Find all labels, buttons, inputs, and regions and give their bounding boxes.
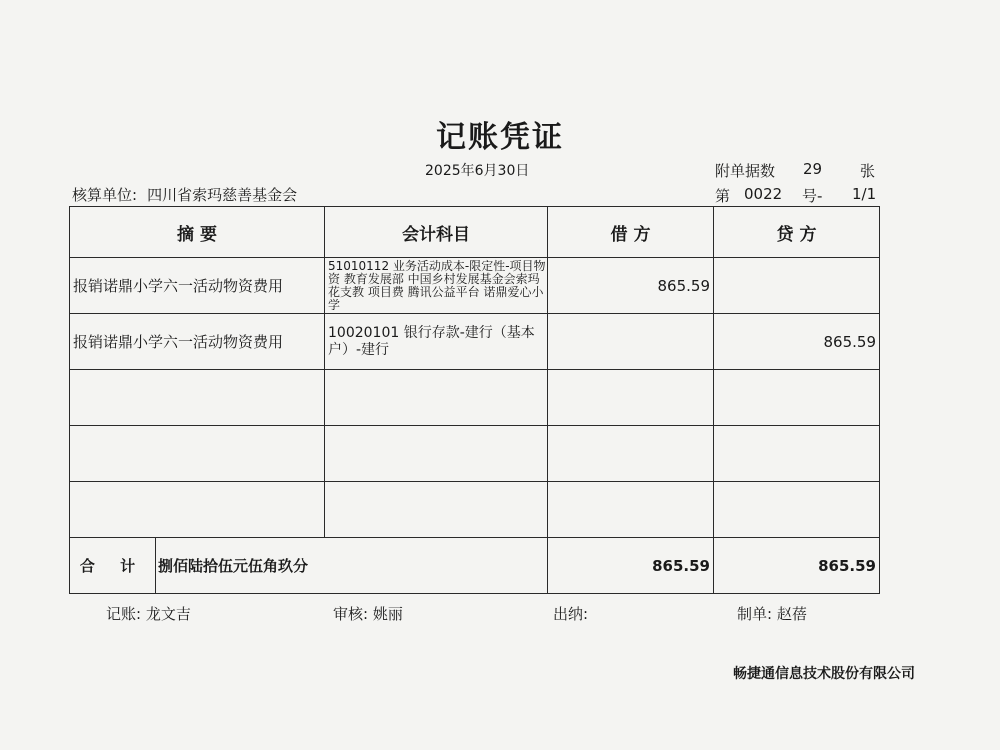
software-company: 畅捷通信息技术股份有限公司 (733, 666, 915, 682)
total-credit: 865.59 (714, 538, 880, 594)
row-credit (714, 482, 880, 538)
row-summary (70, 482, 325, 538)
total-inner (70, 538, 547, 593)
table-row (70, 258, 880, 314)
total-row (70, 538, 880, 594)
accounting-unit (72, 184, 297, 205)
row-account (325, 426, 548, 482)
row-debit: 865.59 (548, 258, 714, 314)
accounting-unit-value: 四川省索玛慈善基金会 (147, 186, 298, 204)
voucher-table (69, 206, 880, 594)
row-debit (548, 314, 714, 370)
signature-cashier: 出纳: (553, 605, 589, 623)
row-debit (548, 482, 714, 538)
row-debit (548, 426, 714, 482)
row-account: 51010112 业务活动成本-限定性-项目物资 教育发展部 中国乡村发展基金会索玛花支教 项目费 腾讯公益平台 诺鼎爱心小学 (325, 258, 548, 314)
row-account: 10020101 银行存款-建行（基本户）-建行 (325, 314, 548, 370)
voucher-date: 2025年6月30日 (425, 163, 530, 179)
attachments-count: 29 (803, 160, 823, 178)
signature-preparer: 制单: 赵蓓 (737, 605, 807, 623)
attachments-unit: 张 (860, 162, 876, 180)
table-row (70, 314, 880, 370)
row-summary (70, 426, 325, 482)
row-credit (714, 258, 880, 314)
row-debit (548, 370, 714, 426)
total-debit: 865.59 (548, 538, 714, 594)
row-summary: 报销诺鼎小学六一活动物资费用 (70, 258, 325, 314)
total-label: 合 计 (70, 538, 156, 593)
header-account: 会计科目 (325, 207, 548, 258)
table-row (70, 482, 880, 538)
signature-reviewer: 审核: 姚丽 (333, 605, 403, 623)
voucher-page-count: 1/1 (852, 185, 877, 203)
total-amount-words: 捌佰陆拾伍元伍角玖分 (158, 557, 309, 575)
table-row (70, 426, 880, 482)
accounting-unit-label: 核算单位: (72, 186, 138, 204)
header-debit: 借 方 (548, 207, 714, 258)
header-summary: 摘 要 (70, 207, 325, 258)
row-credit: 865.59 (714, 314, 880, 370)
table-row (70, 370, 880, 426)
header-credit: 贷 方 (714, 207, 880, 258)
row-credit (714, 370, 880, 426)
table-header-row (70, 207, 880, 258)
row-summary (70, 370, 325, 426)
voucher-no-suffix: 号- (802, 187, 823, 205)
row-account (325, 370, 548, 426)
voucher-no-number: 0022 (744, 185, 783, 203)
voucher-title: 记账凭证 (436, 120, 564, 155)
row-credit (714, 426, 880, 482)
total-left-cell (70, 538, 548, 594)
voucher-no-label: 第 (715, 187, 731, 205)
attachments-label: 附单据数 (715, 162, 776, 180)
row-summary: 报销诺鼎小学六一活动物资费用 (70, 314, 325, 370)
row-account (325, 482, 548, 538)
signature-bookkeeper: 记账: 龙文吉 (106, 605, 191, 623)
